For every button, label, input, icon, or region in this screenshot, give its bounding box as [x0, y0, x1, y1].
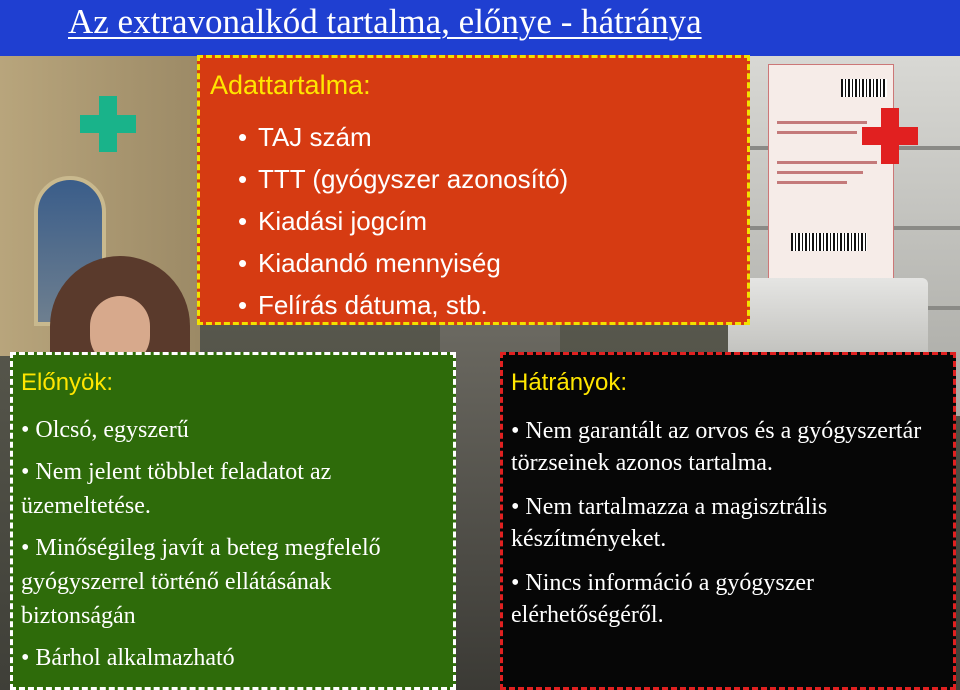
list-item: • Nem garantált az orvos és a gyógyszertár törzseinek azonos tartalma. [511, 415, 951, 479]
list-item: • Minőségileg javít a beteg megfelelő gyógyszerrel történő ellátásának biztonságán [21, 531, 451, 633]
list-item: • Nincs információ a gyógyszer elérhetőségéről. [511, 567, 951, 631]
disadvantages-list [511, 415, 951, 643]
disadvantages-heading: Hátrányok: [511, 369, 628, 396]
list-item: • Kiadási jogcím [258, 200, 568, 242]
list-item: • Bárhol alkalmazható [21, 641, 451, 675]
content-list [258, 116, 568, 326]
title-bar [0, 0, 960, 56]
list-item: • TAJ szám [258, 116, 568, 158]
advantages-panel [10, 352, 456, 690]
prescription-form [768, 64, 894, 286]
list-item: • Felírás dátuma, stb. [258, 284, 568, 326]
advantages-heading: Előnyök: [21, 369, 114, 396]
list-item: • Nem jelent többlet feladatot az üzemeltetése. [21, 455, 451, 523]
list-item: • TTT (gyógyszer azonosító) [258, 158, 568, 200]
content-heading: Adattartalma: [210, 70, 371, 100]
red-cross-icon [862, 108, 918, 164]
slide-title: Az extravonalkód tartalma, előnye - hátránya [68, 2, 702, 41]
content-panel [197, 55, 750, 325]
list-item: • Nem tartalmazza a magisztrális készítményeket. [511, 491, 951, 555]
disadvantages-panel [500, 352, 956, 690]
list-item: • Kiadandó mennyiség [258, 242, 568, 284]
advantages-list [21, 413, 451, 683]
green-cross-icon [80, 96, 136, 152]
list-item: • Olcsó, egyszerű [21, 413, 451, 447]
